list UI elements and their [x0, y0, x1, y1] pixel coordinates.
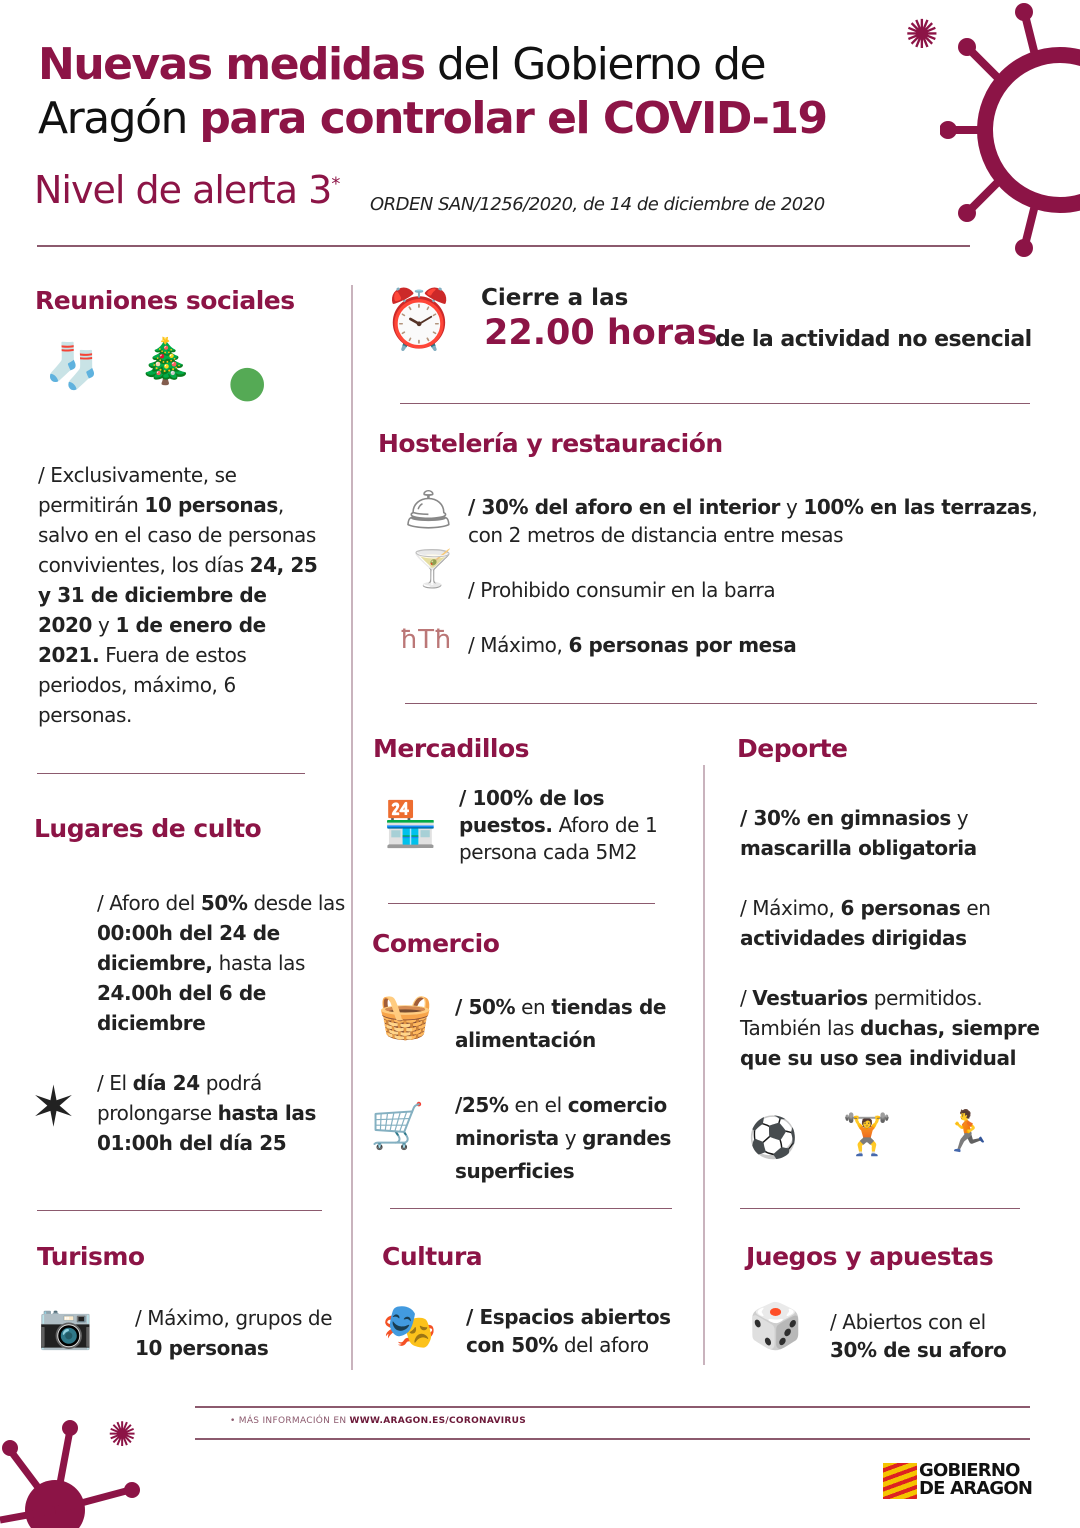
text-bold-segment: 6 personas por mesa [568, 633, 797, 657]
text-bold-segment: duchas, siempre que su uso sea individual [740, 1016, 1040, 1070]
text-bold-segment: /25% [455, 1093, 509, 1117]
text-segment: Aforo de 1 persona cada 5M2 [459, 813, 658, 864]
runner-icon: 🏃 [942, 1109, 992, 1155]
juegos-text [830, 1308, 1030, 1364]
closing-post: de la actividad no esencial [715, 327, 1032, 352]
deporte-item-3 [740, 983, 1060, 1073]
section-title-juegos: Juegos y apuestas [746, 1242, 994, 1271]
section-title-mercadillos: Mercadillos [373, 734, 530, 763]
section-title-hosteleria: Hostelería y restauración [378, 429, 723, 458]
logo-line-1: GOBIERNO [919, 1460, 1020, 1481]
text-bold-segment: actividades dirigidas [740, 926, 967, 950]
divider [405, 703, 1037, 704]
logo-line-2: DE ARAGON [919, 1478, 1033, 1499]
divider [400, 403, 1030, 404]
text-segment: / Aforo del [97, 891, 201, 915]
weightlifter-icon: 🏋 [842, 1112, 892, 1158]
text-bold-segment: 10 personas [135, 1336, 269, 1360]
christmas-tree-icon: 🎄 [138, 336, 193, 387]
text-bold-segment: Vestuarios [752, 986, 868, 1010]
gobierno-logo-text [919, 1462, 1032, 1498]
divider [37, 1210, 322, 1211]
divider [195, 1438, 1030, 1440]
hosteleria-item-2 [468, 575, 775, 605]
text-bold-segment: 30% de su aforo [830, 1338, 1007, 1362]
cocktail-icon: 🍸 [410, 549, 455, 590]
divider [37, 245, 970, 247]
text-segment: en [515, 995, 552, 1019]
shopping-cart-icon: 🛒 [370, 1101, 425, 1152]
cloche-icon: 🛎 [403, 487, 454, 533]
comercio-item-2 [455, 1089, 700, 1188]
text-bold-segment: 1 de enero de 2021. [38, 613, 266, 667]
divider [195, 1406, 1030, 1408]
text-bold-segment: 100% en las terrazas [803, 495, 1032, 519]
aragon-flag-logo [883, 1463, 917, 1499]
divider [351, 285, 353, 1370]
virus-icon [940, 0, 1080, 260]
alert-level-text: Nivel de alerta 3 [34, 168, 332, 212]
text-segment: permitidos. También las [740, 986, 983, 1040]
text-segment: y [92, 613, 116, 637]
text-segment: Fuera de estos periodos, máximo, 6 personas. [38, 643, 247, 727]
text-segment: en [960, 896, 991, 920]
text-segment: en el [508, 1093, 568, 1117]
alert-level [34, 168, 339, 212]
turismo-text [135, 1303, 345, 1363]
text-bold-segment: hasta las 01:00h del día 25 [97, 1101, 316, 1155]
alert-footnote-mark: * [331, 173, 340, 195]
camera-icon: 📷 [38, 1301, 93, 1352]
text-bold-segment: para controlar el COVID-19 [199, 93, 827, 144]
alarm-clock-icon: ⏰ [383, 285, 456, 353]
table-chairs-icon: ħTħ [400, 625, 453, 655]
divider [703, 765, 705, 1365]
culto-item-1 [97, 888, 347, 1038]
text-bold-segment: 24, 25 y 31 de diciembre de 2020 [38, 553, 318, 637]
stocking-icon: 🧦 [45, 341, 100, 392]
comercio-item-1 [455, 991, 695, 1057]
star-icon: ✶ [30, 1075, 77, 1140]
title-line-1 [38, 38, 765, 92]
more-info-label: MÁS INFORMACIÓN EN [238, 1416, 350, 1426]
text-bold-segment: / 30% en gimnasios [740, 806, 951, 830]
text-segment: , salvo en el caso de personas convivientes, los días [38, 493, 316, 577]
text-bold-segment: 6 personas [840, 896, 961, 920]
text-bold-segment: mascarilla obligatoria [740, 836, 977, 860]
text-bold-segment: / 30% del aforo en el interior [468, 495, 780, 519]
text-segment: , con 2 metros de distancia entre mesas [468, 495, 1038, 547]
text-segment: podrá prolongarse [97, 1071, 262, 1125]
text-bold-segment: 00:00h del 24 de diciembre, [97, 921, 280, 975]
section-title-culto: Lugares de culto [34, 814, 262, 843]
deporte-item-1 [740, 803, 1060, 863]
more-info-link[interactable]: WWW.ARAGON.ES/CORONAVIRUS [349, 1416, 527, 1426]
hosteleria-item-3 [468, 630, 796, 660]
food-basket-icon: 🧺 [378, 991, 433, 1042]
section-title-comercio: Comercio [372, 929, 500, 958]
mercadillos-text [459, 785, 679, 866]
text-segment: / [740, 986, 753, 1010]
poker-chips-icon: 🎲 [748, 1301, 803, 1352]
hosteleria-item-1 [468, 493, 1058, 549]
text-segment: / Prohibido consumir en la barra [468, 578, 776, 602]
closing-pre: Cierre a las [481, 285, 629, 311]
section-title-cultura: Cultura [382, 1242, 483, 1271]
text-bold-segment: grandes superficies [455, 1126, 672, 1183]
text-segment: desde las [247, 891, 345, 915]
section-title-turismo: Turismo [37, 1242, 145, 1271]
text-bold-segment: Nuevas medidas [38, 39, 425, 90]
text-bold-segment: / 50% [455, 995, 516, 1019]
text-bold-segment: día 24 [132, 1071, 200, 1095]
text-bold-segment: / 100% de los puestos. [459, 786, 605, 837]
section-title-deporte: Deporte [737, 734, 848, 763]
more-info: • MÁS INFORMACIÓN EN WWW.ARAGON.ES/CORONAVIRUS [230, 1416, 527, 1426]
title-line-2 [38, 92, 827, 146]
text-segment: / El [97, 1071, 133, 1095]
text-bold-segment: tiendas de alimentación [455, 995, 667, 1052]
text-bold-segment: 10 personas [144, 493, 278, 517]
closing-time: 22.00 horas [484, 313, 718, 353]
theater-masks-icon: 🎭 [382, 1301, 437, 1352]
text-segment: / Máximo, [740, 896, 841, 920]
text-segment: y [950, 806, 969, 830]
text-segment: / Máximo, [468, 633, 569, 657]
section-title-reuniones: Reuniones sociales [35, 286, 295, 315]
soccer-ball-icon: ⚽ [748, 1115, 798, 1161]
cultura-text [466, 1303, 696, 1359]
text-segment: y [558, 1126, 583, 1150]
small-virus-icon: ✺ [905, 12, 939, 58]
text-bold-segment: 50% [200, 891, 248, 915]
text-segment: hasta las [212, 951, 306, 975]
text-segment: del aforo [557, 1333, 649, 1357]
ornaments-icon: ● [228, 356, 267, 407]
text-segment: / Máximo, grupos de [135, 1306, 333, 1330]
text-segment: / Abiertos con el [830, 1310, 986, 1334]
divider [740, 1208, 1020, 1209]
culto-item-2 [97, 1068, 337, 1158]
divider [37, 773, 305, 774]
deporte-item-2 [740, 893, 1060, 953]
small-virus-bottom-icon: ✺ [108, 1415, 137, 1455]
text-segment: y [780, 495, 804, 519]
text-segment: del Gobierno de [424, 39, 766, 90]
text-bold-segment: 24.00h del 6 de diciembre [97, 981, 266, 1035]
divider [390, 1208, 672, 1209]
reuniones-text [38, 460, 318, 730]
market-stall-icon: 🏪 [383, 799, 438, 850]
text-bold-segment: comercio minorista [455, 1093, 667, 1150]
text-segment: / Exclusivamente, se permitirán [38, 463, 237, 517]
text-bold-segment: / Espacios abiertos con 50% [466, 1305, 671, 1357]
text-segment: Aragón [38, 93, 200, 144]
order-reference: ORDEN SAN/1256/2020, de 14 de diciembre de 2020 [370, 194, 825, 215]
divider [388, 903, 655, 904]
